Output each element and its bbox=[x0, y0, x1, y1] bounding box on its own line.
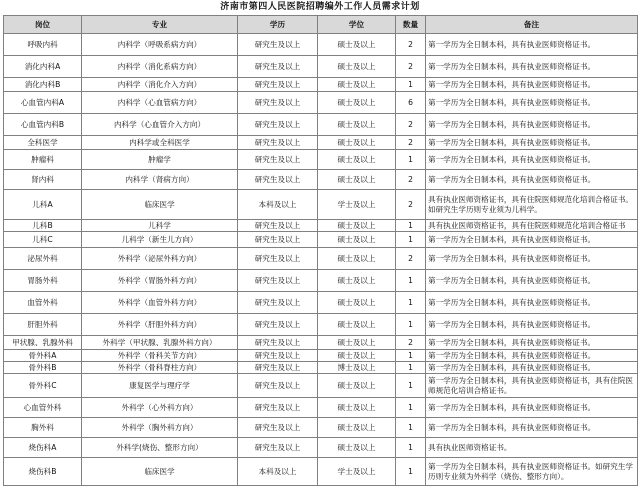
cell-post: 心血管内科B bbox=[4, 114, 82, 136]
cell-major: 儿科学 bbox=[82, 220, 238, 232]
page-title: 济南市第四人民医院招聘编外工作人员需求计划 bbox=[220, 2, 420, 12]
table-row bbox=[4, 362, 638, 374]
table-row bbox=[4, 418, 638, 438]
cell-count: 1 bbox=[396, 374, 426, 398]
cell-count: 2 bbox=[396, 336, 426, 350]
cell-note: 第一学历为全日制本科，具有执业医师资格证书。 bbox=[426, 170, 638, 190]
cell-note: 第一学历为全日制本科，具有执业医师资格证书。 bbox=[426, 136, 638, 150]
cell-note: 第一学历为全日制本科，具有执业医师资格证书。 bbox=[426, 78, 638, 92]
table-row bbox=[4, 56, 638, 78]
cell-post: 呼吸内科 bbox=[4, 34, 82, 56]
cell-note: 具有执业医师资格证书，具有住院医师规范化培训合格证书 bbox=[426, 220, 638, 232]
cell-count: 2 bbox=[396, 56, 426, 78]
cell-note: 第一学历为全日制本科，具有执业医师资格证书。 bbox=[426, 418, 638, 438]
cell-degree: 硕士及以上 bbox=[318, 248, 396, 270]
cell-count: 2 bbox=[396, 114, 426, 136]
cell-note: 第一学历为全日制本科，具有执业医师资格证书。 bbox=[426, 114, 638, 136]
table-row bbox=[4, 190, 638, 220]
table-row bbox=[4, 270, 638, 292]
cell-count: 1 bbox=[396, 314, 426, 336]
table-row bbox=[4, 336, 638, 350]
cell-post: 骨外科A bbox=[4, 350, 82, 362]
cell-post: 儿科C bbox=[4, 232, 82, 248]
cell-degree: 硕士及以上 bbox=[318, 418, 396, 438]
cell-post: 胸外科 bbox=[4, 418, 82, 438]
cell-note: 第一学历为全日制本科，具有执业医师资格证书。 bbox=[426, 248, 638, 270]
cell-education: 研究生及以上 bbox=[238, 398, 318, 418]
cell-note: 第一学历为全日制本科，具有执业医师资格证书。 bbox=[426, 362, 638, 374]
cell-education: 研究生及以上 bbox=[238, 374, 318, 398]
cell-note: 第一学历为全日制本科，具有执业医师资格证书。 bbox=[426, 92, 638, 114]
cell-count: 1 bbox=[396, 270, 426, 292]
cell-major: 外科学（甲状腺、乳腺外科方向） bbox=[82, 336, 238, 350]
cell-count: 2 bbox=[396, 136, 426, 150]
cell-education: 研究生及以上 bbox=[238, 350, 318, 362]
cell-major: 外科学（骨科关节方向） bbox=[82, 350, 238, 362]
cell-education: 研究生及以上 bbox=[238, 136, 318, 150]
cell-post: 甲状腺、乳腺外科 bbox=[4, 336, 82, 350]
cell-education: 研究生及以上 bbox=[238, 418, 318, 438]
cell-major: 外科学（胃肠外科方向） bbox=[82, 270, 238, 292]
cell-count: 1 bbox=[396, 150, 426, 170]
cell-degree: 硕士及以上 bbox=[318, 270, 396, 292]
table-row bbox=[4, 136, 638, 150]
cell-degree: 硕士及以上 bbox=[318, 150, 396, 170]
cell-education: 研究生及以上 bbox=[238, 170, 318, 190]
cell-note: 第一学历为全日制本科，具有执业医师资格证书。 bbox=[426, 34, 638, 56]
cell-degree: 硕士及以上 bbox=[318, 374, 396, 398]
cell-post: 胃肠外科 bbox=[4, 270, 82, 292]
cell-major: 内科学（呼吸系病方向） bbox=[82, 34, 238, 56]
table-row bbox=[4, 314, 638, 336]
cell-post: 骨外科C bbox=[4, 374, 82, 398]
recruitment-table bbox=[3, 15, 638, 486]
cell-count: 2 bbox=[396, 248, 426, 270]
cell-degree: 硕士及以上 bbox=[318, 220, 396, 232]
header-count: 数量 bbox=[396, 16, 426, 34]
cell-major: 外科学（胸外科方向） bbox=[82, 418, 238, 438]
cell-education: 本科及以上 bbox=[238, 458, 318, 486]
cell-major: 临床医学 bbox=[82, 190, 238, 220]
cell-count: 2 bbox=[396, 190, 426, 220]
cell-note: 第一学历为全日制本科，具有执业医师资格证书。 bbox=[426, 232, 638, 248]
table-row bbox=[4, 374, 638, 398]
cell-post: 烧伤科B bbox=[4, 458, 82, 486]
cell-count: 1 bbox=[396, 220, 426, 232]
cell-major: 内科学（消化介入方向） bbox=[82, 78, 238, 92]
cell-education: 研究生及以上 bbox=[238, 314, 318, 336]
cell-post: 消化内科B bbox=[4, 78, 82, 92]
table-row bbox=[4, 150, 638, 170]
cell-degree: 硕士及以上 bbox=[318, 136, 396, 150]
cell-note: 第一学历为全日制本科，具有执业医师资格证书。 bbox=[426, 270, 638, 292]
header-education: 学历 bbox=[238, 16, 318, 34]
cell-note: 第一学历为全日制本科，具有执业医师资格证书。 bbox=[426, 314, 638, 336]
header-row bbox=[4, 16, 638, 34]
cell-degree: 硕士及以上 bbox=[318, 336, 396, 350]
cell-major: 外科学（心外科方向） bbox=[82, 398, 238, 418]
cell-post: 肝胆外科 bbox=[4, 314, 82, 336]
cell-degree: 学士及以上 bbox=[318, 458, 396, 486]
cell-count: 1 bbox=[396, 458, 426, 486]
cell-degree: 博士及以上 bbox=[318, 362, 396, 374]
cell-degree: 硕士及以上 bbox=[318, 292, 396, 314]
cell-major: 肿瘤学 bbox=[82, 150, 238, 170]
cell-post: 心血管内科A bbox=[4, 92, 82, 114]
cell-major: 临床医学 bbox=[82, 458, 238, 486]
table-row bbox=[4, 292, 638, 314]
cell-post: 儿科A bbox=[4, 190, 82, 220]
cell-education: 研究生及以上 bbox=[238, 34, 318, 56]
table-row bbox=[4, 220, 638, 232]
cell-count: 2 bbox=[396, 34, 426, 56]
cell-education: 研究生及以上 bbox=[238, 56, 318, 78]
cell-education: 研究生及以上 bbox=[238, 232, 318, 248]
cell-note: 第一学历为全日制本科，具有执业医师资格证书。 bbox=[426, 398, 638, 418]
cell-post: 心血管外科 bbox=[4, 398, 82, 418]
cell-degree: 硕士及以上 bbox=[318, 398, 396, 418]
cell-count: 1 bbox=[396, 362, 426, 374]
cell-major: 内科学或全科医学 bbox=[82, 136, 238, 150]
cell-note: 第一学历为全日制本科，具有执业医师资格证书。 bbox=[426, 350, 638, 362]
cell-major: 康复医学与理疗学 bbox=[82, 374, 238, 398]
cell-degree: 硕士及以上 bbox=[318, 78, 396, 92]
cell-education: 研究生及以上 bbox=[238, 220, 318, 232]
cell-major: 外科学（骨科脊柱方向） bbox=[82, 362, 238, 374]
table-row bbox=[4, 92, 638, 114]
cell-degree: 硕士及以上 bbox=[318, 170, 396, 190]
cell-degree: 硕士及以上 bbox=[318, 34, 396, 56]
cell-major: 内科学（心血管病方向） bbox=[82, 92, 238, 114]
header-post: 岗位 bbox=[4, 16, 82, 34]
table-body bbox=[4, 34, 638, 486]
cell-count: 1 bbox=[396, 418, 426, 438]
cell-note: 第一学历为全日制本科，具有执业医师资格证书。如研究生学历则专业须为外科学（烧伤、整形方向）。 bbox=[426, 458, 638, 486]
cell-education: 研究生及以上 bbox=[238, 248, 318, 270]
cell-major: 外科学（血管外科方向） bbox=[82, 292, 238, 314]
table-row bbox=[4, 458, 638, 486]
header-degree: 学位 bbox=[318, 16, 396, 34]
table-row bbox=[4, 232, 638, 248]
cell-count: 1 bbox=[396, 292, 426, 314]
cell-education: 研究生及以上 bbox=[238, 92, 318, 114]
cell-degree: 硕士及以上 bbox=[318, 56, 396, 78]
cell-education: 研究生及以上 bbox=[238, 78, 318, 92]
cell-education: 研究生及以上 bbox=[238, 438, 318, 458]
cell-note: 第一学历为全日制本科，具有执业医师资格证书。 bbox=[426, 150, 638, 170]
cell-education: 研究生及以上 bbox=[238, 114, 318, 136]
cell-note: 第一学历为全日制本科，具有执业医师资格证书。 bbox=[426, 56, 638, 78]
table-row bbox=[4, 398, 638, 418]
cell-degree: 硕士及以上 bbox=[318, 438, 396, 458]
cell-note: 具有执业医师资格证书。 bbox=[426, 438, 638, 458]
cell-post: 血管外科 bbox=[4, 292, 82, 314]
table-row bbox=[4, 114, 638, 136]
cell-post: 儿科B bbox=[4, 220, 82, 232]
cell-education: 研究生及以上 bbox=[238, 362, 318, 374]
cell-major: 外科学(烧伤、整形方向） bbox=[82, 438, 238, 458]
table-row bbox=[4, 170, 638, 190]
cell-degree: 硕士及以上 bbox=[318, 232, 396, 248]
cell-major: 内科学（肾病方向） bbox=[82, 170, 238, 190]
cell-post: 肾内科 bbox=[4, 170, 82, 190]
cell-education: 研究生及以上 bbox=[238, 150, 318, 170]
cell-note: 第一学历为全日制本科，具有执业医师资格证书。 bbox=[426, 292, 638, 314]
table-row bbox=[4, 350, 638, 362]
cell-note: 第一学历为全日制本科，具有执业医师资格证书，具有住院医师规范化培训合格证书。 bbox=[426, 374, 638, 398]
cell-degree: 硕士及以上 bbox=[318, 92, 396, 114]
cell-note: 第一学历为全日制本科，具有执业医师资格证书。 bbox=[426, 336, 638, 350]
cell-major: 外科学（泌尿外科方向） bbox=[82, 248, 238, 270]
cell-post: 泌尿外科 bbox=[4, 248, 82, 270]
cell-education: 研究生及以上 bbox=[238, 292, 318, 314]
cell-post: 消化内科A bbox=[4, 56, 82, 78]
cell-count: 6 bbox=[396, 92, 426, 114]
cell-education: 研究生及以上 bbox=[238, 270, 318, 292]
cell-post: 骨外科B bbox=[4, 362, 82, 374]
cell-education: 本科及以上 bbox=[238, 190, 318, 220]
cell-major: 内科学（心血管介入方向） bbox=[82, 114, 238, 136]
cell-post: 烧伤科A bbox=[4, 438, 82, 458]
table-row bbox=[4, 78, 638, 92]
cell-degree: 硕士及以上 bbox=[318, 314, 396, 336]
cell-major: 外科学（肝胆外科方向） bbox=[82, 314, 238, 336]
cell-count: 2 bbox=[396, 170, 426, 190]
cell-count: 1 bbox=[396, 438, 426, 458]
header-note: 备注 bbox=[426, 16, 638, 34]
cell-count: 1 bbox=[396, 232, 426, 248]
cell-degree: 硕士及以上 bbox=[318, 350, 396, 362]
cell-count: 1 bbox=[396, 78, 426, 92]
cell-education: 研究生及以上 bbox=[238, 336, 318, 350]
table-row bbox=[4, 248, 638, 270]
cell-count: 1 bbox=[396, 350, 426, 362]
cell-degree: 硕士及以上 bbox=[318, 114, 396, 136]
header-major: 专业 bbox=[82, 16, 238, 34]
cell-degree: 学士及以上 bbox=[318, 190, 396, 220]
table-row bbox=[4, 34, 638, 56]
cell-note: 具有执业医师资格证书，具有住院医师规范化培训合格证书。如研究生学历则专业须为儿科学。 bbox=[426, 190, 638, 220]
cell-major: 内科学（消化系病方向） bbox=[82, 56, 238, 78]
cell-major: 儿科学（新生儿方向） bbox=[82, 232, 238, 248]
cell-post: 肿瘤科 bbox=[4, 150, 82, 170]
cell-post: 全科医学 bbox=[4, 136, 82, 150]
cell-count: 1 bbox=[396, 398, 426, 418]
